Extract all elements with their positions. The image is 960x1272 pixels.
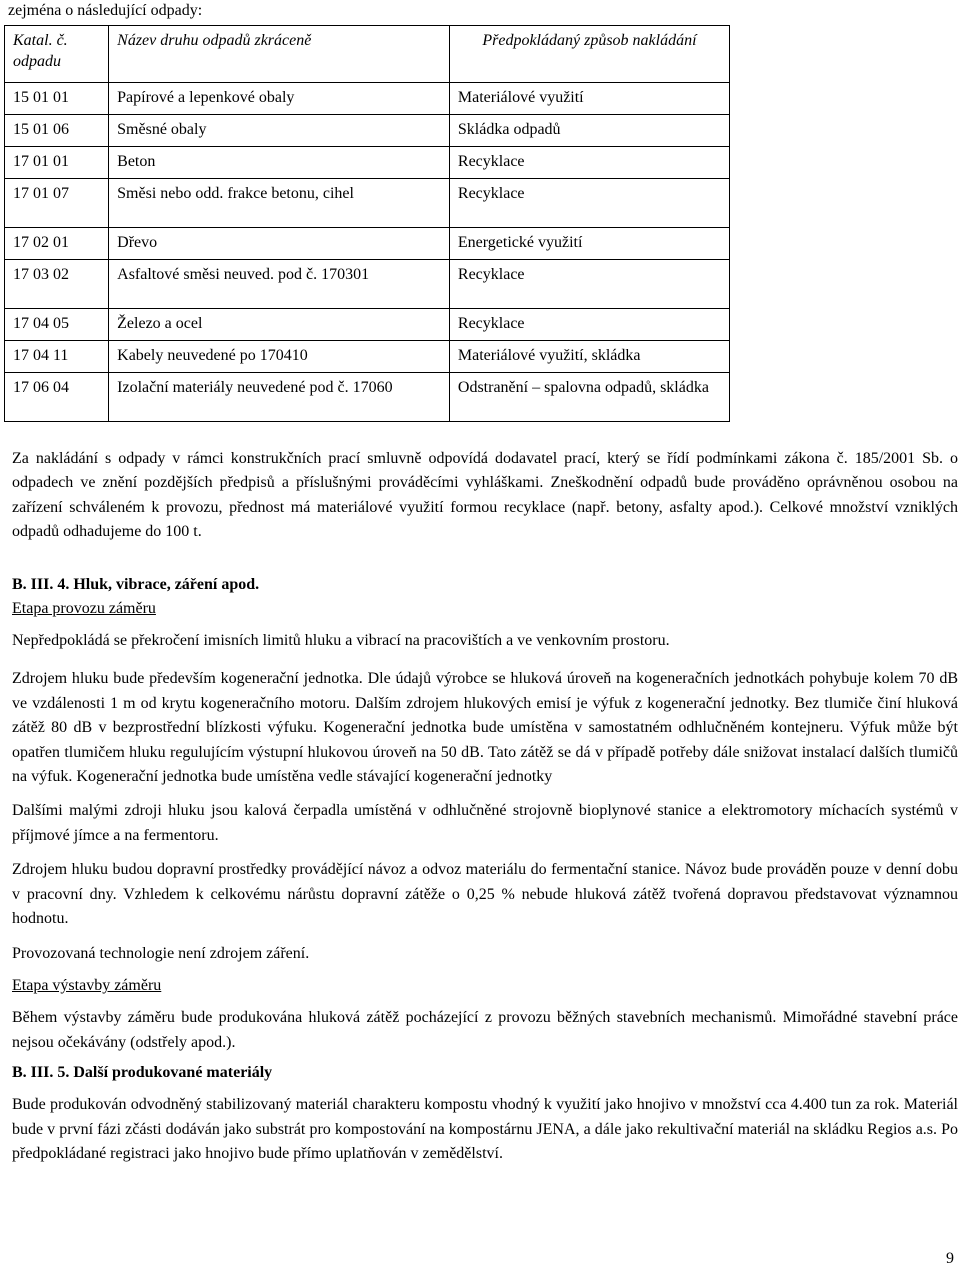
cell-name: Asfaltové směsi neuved. pod č. 170301	[109, 260, 450, 309]
table-row	[5, 115, 730, 147]
paragraph-waste-handling: Za nakládání s odpady v rámci konstrukčních prací smluvně odpovídá dodavatel prací, který se řídí podmínkami zákona č. 185/2001 Sb. o odpadech ve znění pozdějších předpisů a příslušnými prováděcími vyhláškami. Zneškodnění odpadů bude prováděno oprávněnou osobou na zařízení schváleném k provozu, přednost má materiálové využití formou recyklace (např. betony, asfalty apod.). Celkové množství vzniklých odpadů odhadujeme do 100 t.	[12, 450, 958, 541]
table-row	[5, 228, 730, 260]
header-handling: Předpokládaný způsob nakládání	[449, 26, 729, 83]
table-header-row	[5, 26, 730, 83]
cell-handling: Materiálové využití, skládka	[449, 341, 729, 373]
cell-name: Izolační materiály neuvedené pod č. 17060	[109, 373, 450, 422]
paragraph-no-limits-exceeded: Nepředpokládá se překročení imisních limitů hluku a vibrací na pracovištích a ve venkovním prostoru.	[12, 632, 670, 650]
document-body	[12, 447, 958, 1166]
header-catalog-number: Katal. č. odpadu	[5, 26, 109, 83]
cell-handling: Odstranění – spalovna odpadů, skládka	[449, 373, 729, 422]
table-row	[5, 309, 730, 341]
section-heading-materials: B. III. 5. Další produkované materiály	[12, 1064, 273, 1082]
cell-handling: Recyklace	[449, 147, 729, 179]
waste-table	[4, 25, 730, 422]
cell-handling: Energetické využití	[449, 228, 729, 260]
cell-name: Papírové a lepenkové obaly	[109, 83, 450, 115]
cell-handling: Skládka odpadů	[449, 115, 729, 147]
paragraph-construction-noise: Během výstavby záměru bude produkována hluková zátěž pocházející z provozu běžných stavebních mechanismů. Mimořádné stavební práce nejsou očekávány (odstřely apod.).	[12, 1009, 958, 1051]
table-row	[5, 373, 730, 422]
intro-text: zejména o následující odpady:	[8, 2, 203, 19]
cell-code: 17 04 05	[5, 309, 109, 341]
cell-code: 17 04 11	[5, 341, 109, 373]
paragraph-produced-materials: Bude produkován odvodněný stabilizovaný materiál charakteru kompostu vhodný k využití jako hnojivo v množství cca 4.400 tun za rok. Materiál bude v první fázi zčásti dodáván jako substrát pro kompostování na kompostárnu JENA, a dále jako rekultivační materiál na skládku Regios a.s. Po předpokládané registraci jako hnojivo bude přímo uplatňován v zemědělství.	[12, 1096, 958, 1162]
cell-name: Dřevo	[109, 228, 450, 260]
paragraph-radiation: Provozovaná technologie není zdrojem záření.	[12, 944, 310, 962]
cell-code: 17 06 04	[5, 373, 109, 422]
page-number: 9	[946, 1250, 954, 1267]
cell-name: Železo a ocel	[109, 309, 450, 341]
cell-name: Beton	[109, 147, 450, 179]
table-row	[5, 147, 730, 179]
cell-name: Směsné obaly	[109, 115, 450, 147]
cell-handling: Recyklace	[449, 260, 729, 309]
cell-handling: Recyklace	[449, 309, 729, 341]
cell-handling: Materiálové využití	[449, 83, 729, 115]
cell-handling: Recyklace	[449, 179, 729, 228]
paragraph-small-sources: Dalšími malými zdroji hluku jsou kalová čerpadla umístěná v odhlučněné strojovně bioplynové stanice a elektromotory míchacích systémů v příjmové jímce a na fermentoru.	[12, 802, 958, 844]
subheading-operation-stage: Etapa provozu záměru	[12, 599, 156, 617]
cell-name: Směsi nebo odd. frakce betonu, cihel	[109, 179, 450, 228]
paragraph-noise-source: Zdrojem hluku bude především kogenerační jednotka. Dle údajů výrobce se hluková úroveň na kogeneračních jednotkách pohybuje kolem 70 dB ve vzdálenosti 1 m od krytu kogeneračního motoru. Dalším zdrojem hlukových emisí je výfuk z kogenerační jednotky. Bez tlumiče činí hluková zátěž 80 dB v bezprostřední blízkosti výfuku. Kogenerační jednotka bude umístěna v samostatném odhlučněném kontejneru. Výfuk může být opatřen tlumičem hluku regulujícím výstupní hlukovou úroveň na 50 dB. Tato zátěž se dá v případě potřeby dále snižovat instalací dalších tlumičů na výfuk. Kogenerační jednotka bude umístěna vedle stávající kogenerační jednotky	[12, 670, 958, 786]
cell-code: 17 01 07	[5, 179, 109, 228]
paragraph-traffic-noise: Zdrojem hluku budou dopravní prostředky provádějící návoz a odvoz materiálu do fermentační stanice. Návoz bude prováděn pouze v denní dobu v pracovní dny. Vzhledem k celkovému nárůstu dopravní zátěže o 0,25 % nebude hluková zátěž tvořená dopravou představovat významnou hodnotu.	[12, 861, 958, 928]
table-row	[5, 260, 730, 309]
table-row	[5, 341, 730, 373]
table-row	[5, 83, 730, 115]
table-row	[5, 179, 730, 228]
header-waste-name: Název druhu odpadů zkráceně	[109, 26, 450, 83]
cell-code: 17 03 02	[5, 260, 109, 309]
section-heading-noise: B. III. 4. Hluk, vibrace, záření apod.	[12, 575, 260, 593]
cell-code: 15 01 06	[5, 115, 109, 147]
cell-code: 15 01 01	[5, 83, 109, 115]
cell-code: 17 01 01	[5, 147, 109, 179]
cell-name: Kabely neuvedené po 170410	[109, 341, 450, 373]
cell-code: 17 02 01	[5, 228, 109, 260]
subheading-construction-stage: Etapa výstavby záměru	[12, 976, 162, 994]
